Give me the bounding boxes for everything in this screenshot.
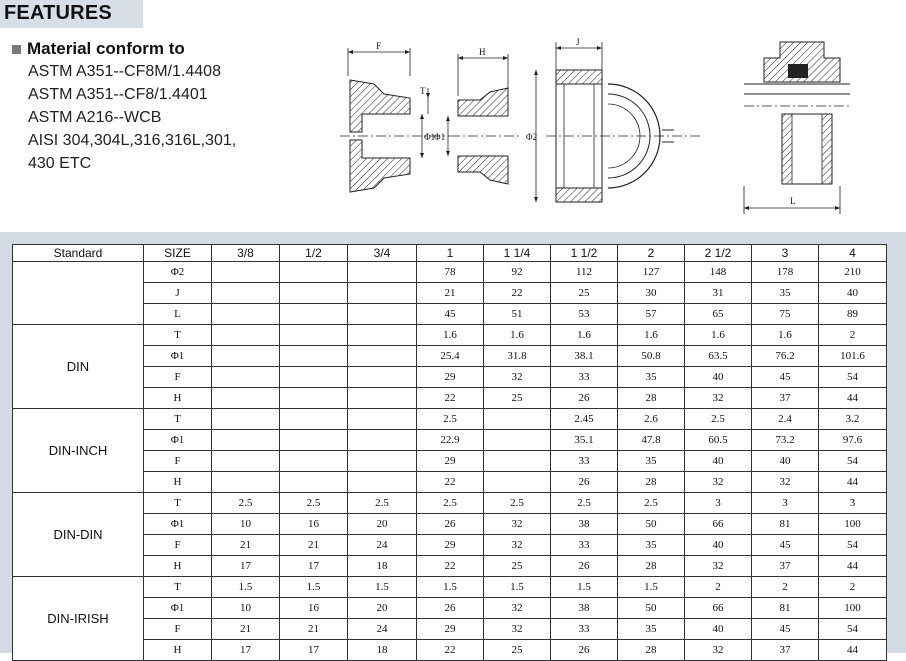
value-cell: 17	[212, 640, 280, 661]
value-cell: 1.6	[752, 325, 819, 346]
value-cell	[348, 472, 417, 493]
value-cell: 26	[551, 556, 618, 577]
value-cell: 45	[417, 304, 484, 325]
dimension-label-cell: H	[144, 388, 212, 409]
value-cell: 38	[551, 598, 618, 619]
value-cell: 25	[484, 556, 551, 577]
value-cell: 210	[819, 262, 887, 283]
value-cell: 26	[551, 388, 618, 409]
value-cell: 25	[484, 388, 551, 409]
value-cell: 10	[212, 598, 280, 619]
value-cell	[212, 430, 280, 451]
value-cell: 22.9	[417, 430, 484, 451]
value-cell: 178	[752, 262, 819, 283]
value-cell: 2.5	[551, 493, 618, 514]
value-cell: 57	[618, 304, 685, 325]
material-heading-row	[12, 38, 312, 60]
value-cell	[280, 409, 348, 430]
value-cell: 31	[685, 283, 752, 304]
table-row	[13, 283, 887, 304]
value-cell: 32	[685, 640, 752, 661]
value-cell	[280, 430, 348, 451]
table-row	[13, 388, 887, 409]
value-cell: 3.2	[819, 409, 887, 430]
value-cell: 32	[685, 388, 752, 409]
value-cell: 40	[685, 367, 752, 388]
value-cell: 40	[752, 451, 819, 472]
dimension-label-cell: H	[144, 640, 212, 661]
dimension-label-cell: F	[144, 451, 212, 472]
value-cell: 45	[752, 535, 819, 556]
value-cell	[280, 325, 348, 346]
value-cell: 18	[348, 556, 417, 577]
value-cell: 2.5	[417, 493, 484, 514]
value-cell: 26	[551, 640, 618, 661]
dim-label-phi1: Φ1	[424, 132, 436, 142]
value-cell: 29	[417, 619, 484, 640]
table-row	[13, 262, 887, 283]
value-cell: 31.8	[484, 346, 551, 367]
value-cell: 50	[618, 598, 685, 619]
value-cell	[212, 346, 280, 367]
value-cell: 21	[280, 535, 348, 556]
value-cell: 44	[819, 388, 887, 409]
value-cell: 63.5	[685, 346, 752, 367]
value-cell	[484, 451, 551, 472]
value-cell: 1.6	[551, 325, 618, 346]
value-cell	[348, 367, 417, 388]
value-cell	[484, 430, 551, 451]
table-row	[13, 346, 887, 367]
value-cell: 35	[618, 367, 685, 388]
value-cell	[348, 388, 417, 409]
standard-cell	[13, 262, 144, 325]
value-cell: 1.6	[417, 325, 484, 346]
value-cell: 33	[551, 367, 618, 388]
value-cell: 24	[348, 535, 417, 556]
dimension-label-cell: T	[144, 325, 212, 346]
dimension-label-cell: Φ2	[144, 262, 212, 283]
value-cell: 40	[685, 619, 752, 640]
table-row	[13, 430, 887, 451]
dimension-label-cell: L	[144, 304, 212, 325]
value-cell: 78	[417, 262, 484, 283]
value-cell: 81	[752, 598, 819, 619]
ferrule-drawing	[340, 41, 450, 192]
dimension-label-cell: T	[144, 493, 212, 514]
value-cell	[280, 367, 348, 388]
value-cell: 1.5	[417, 577, 484, 598]
value-cell	[348, 262, 417, 283]
value-cell	[212, 283, 280, 304]
header-size-value: 2 1/2	[685, 245, 752, 262]
value-cell: 38	[551, 514, 618, 535]
dim-label-h: H	[479, 47, 486, 57]
value-cell: 76.2	[752, 346, 819, 367]
value-cell: 22	[484, 283, 551, 304]
value-cell: 17	[280, 640, 348, 661]
value-cell: 21	[212, 535, 280, 556]
value-cell	[212, 367, 280, 388]
value-cell	[348, 325, 417, 346]
value-cell: 54	[819, 451, 887, 472]
value-cell	[280, 346, 348, 367]
value-cell: 38.1	[551, 346, 618, 367]
value-cell	[348, 346, 417, 367]
value-cell: 2.45	[551, 409, 618, 430]
value-cell: 32	[685, 472, 752, 493]
value-cell	[348, 451, 417, 472]
table-row	[13, 577, 887, 598]
value-cell: 81	[752, 514, 819, 535]
table-row	[13, 409, 887, 430]
value-cell: 1.5	[484, 577, 551, 598]
value-cell: 1.6	[618, 325, 685, 346]
value-cell: 2.5	[685, 409, 752, 430]
value-cell	[280, 304, 348, 325]
value-cell: 25	[484, 640, 551, 661]
dimension-label-cell: Φ1	[144, 430, 212, 451]
value-cell: 29	[417, 451, 484, 472]
value-cell	[280, 262, 348, 283]
dimension-label-cell: Φ1	[144, 346, 212, 367]
value-cell: 44	[819, 640, 887, 661]
value-cell: 2.4	[752, 409, 819, 430]
value-cell: 29	[417, 535, 484, 556]
table-row	[13, 304, 887, 325]
table-row	[13, 472, 887, 493]
value-cell: 33	[551, 535, 618, 556]
value-cell: 16	[280, 514, 348, 535]
value-cell: 26	[417, 598, 484, 619]
value-cell: 73.2	[752, 430, 819, 451]
value-cell: 2	[752, 577, 819, 598]
value-cell: 2.6	[618, 409, 685, 430]
value-cell: 10	[212, 514, 280, 535]
material-block	[12, 38, 312, 175]
value-cell: 3	[752, 493, 819, 514]
technical-drawings	[340, 36, 860, 216]
clamp-drawing	[526, 37, 702, 202]
standard-cell: DIN-INCH	[13, 409, 144, 493]
value-cell	[280, 472, 348, 493]
header-size: SIZE	[144, 245, 212, 262]
value-cell: 22	[417, 472, 484, 493]
value-cell: 51	[484, 304, 551, 325]
value-cell: 20	[348, 598, 417, 619]
value-cell: 2.5	[484, 493, 551, 514]
value-cell	[484, 409, 551, 430]
value-cell: 22	[417, 388, 484, 409]
value-cell	[348, 430, 417, 451]
value-cell: 20	[348, 514, 417, 535]
value-cell: 3	[685, 493, 752, 514]
value-cell	[484, 472, 551, 493]
features-title: FEATURES	[4, 2, 112, 24]
table-row	[13, 514, 887, 535]
header-size-value: 4	[819, 245, 887, 262]
value-cell	[348, 283, 417, 304]
value-cell	[212, 388, 280, 409]
table-row	[13, 535, 887, 556]
value-cell: 45	[752, 367, 819, 388]
value-cell: 47.8	[618, 430, 685, 451]
value-cell: 148	[685, 262, 752, 283]
dim-label-f: F	[376, 41, 382, 51]
square-bullet-icon	[12, 45, 21, 54]
value-cell: 2	[685, 577, 752, 598]
value-cell: 2	[819, 577, 887, 598]
material-line: ASTM A351--CF8/1.4401	[28, 86, 208, 103]
header-size-value: 1	[417, 245, 484, 262]
value-cell: 50.8	[618, 346, 685, 367]
value-cell: 66	[685, 514, 752, 535]
header-size-value: 2	[618, 245, 685, 262]
value-cell: 32	[484, 535, 551, 556]
value-cell: 32	[484, 619, 551, 640]
value-cell: 2	[819, 325, 887, 346]
value-cell: 75	[752, 304, 819, 325]
value-cell: 100	[819, 598, 887, 619]
value-cell: 28	[618, 556, 685, 577]
dim-label-t: T	[420, 86, 426, 96]
union-assembly-drawing	[744, 42, 850, 214]
value-cell: 21	[280, 619, 348, 640]
value-cell: 92	[484, 262, 551, 283]
value-cell: 1.5	[618, 577, 685, 598]
standard-cell: DIN-IRISH	[13, 577, 144, 661]
standard-cell: DIN-DIN	[13, 493, 144, 577]
value-cell: 37	[752, 640, 819, 661]
value-cell: 2.5	[618, 493, 685, 514]
value-cell: 60.5	[685, 430, 752, 451]
dimension-label-cell: H	[144, 556, 212, 577]
value-cell: 2.5	[212, 493, 280, 514]
value-cell: 45	[752, 619, 819, 640]
value-cell: 89	[819, 304, 887, 325]
value-cell: 35.1	[551, 430, 618, 451]
value-cell: 97.6	[819, 430, 887, 451]
spec-table-body	[13, 262, 887, 661]
value-cell: 35	[752, 283, 819, 304]
value-cell: 35	[618, 619, 685, 640]
value-cell: 2.5	[348, 493, 417, 514]
value-cell: 32	[752, 472, 819, 493]
value-cell: 1.5	[280, 577, 348, 598]
value-cell: 66	[685, 598, 752, 619]
dimension-label-cell: J	[144, 283, 212, 304]
dim-label-phi2: Φ2	[526, 132, 538, 142]
value-cell: 65	[685, 304, 752, 325]
table-row	[13, 619, 887, 640]
value-cell: 22	[417, 640, 484, 661]
dimension-label-cell: Φ1	[144, 514, 212, 535]
value-cell: 29	[417, 367, 484, 388]
value-cell: 40	[685, 535, 752, 556]
value-cell: 28	[618, 388, 685, 409]
dimension-label-cell: T	[144, 577, 212, 598]
value-cell: 54	[819, 367, 887, 388]
header-standard: Standard	[13, 245, 144, 262]
dimension-label-cell: F	[144, 619, 212, 640]
value-cell: 25	[551, 283, 618, 304]
table-row	[13, 556, 887, 577]
dim-label-phi1-2: Φ1	[434, 132, 446, 142]
value-cell: 35	[618, 451, 685, 472]
table-header-row	[13, 245, 887, 262]
value-cell	[212, 304, 280, 325]
value-cell: 101.6	[819, 346, 887, 367]
material-line: ASTM A216--WCB	[28, 109, 162, 126]
value-cell	[212, 262, 280, 283]
value-cell: 33	[551, 619, 618, 640]
weld-end-drawing	[434, 47, 520, 184]
value-cell: 32	[484, 367, 551, 388]
value-cell: 3	[819, 493, 887, 514]
material-heading: Material conform to	[27, 39, 185, 58]
header-size-value: 1 1/4	[484, 245, 551, 262]
table-row	[13, 493, 887, 514]
value-cell: 17	[280, 556, 348, 577]
value-cell: 21	[212, 619, 280, 640]
material-line: AISI 304,304L,316,316L,301,	[28, 132, 237, 149]
value-cell: 26	[551, 472, 618, 493]
value-cell	[212, 451, 280, 472]
value-cell: 18	[348, 640, 417, 661]
table-row	[13, 451, 887, 472]
value-cell	[212, 472, 280, 493]
table-row	[13, 640, 887, 661]
value-cell: 32	[484, 598, 551, 619]
dim-label-l: L	[790, 196, 796, 206]
table-row	[13, 367, 887, 388]
value-cell: 25.4	[417, 346, 484, 367]
value-cell: 100	[819, 514, 887, 535]
value-cell: 32	[484, 514, 551, 535]
value-cell: 40	[685, 451, 752, 472]
value-cell	[212, 325, 280, 346]
header-size-value: 1/2	[280, 245, 348, 262]
value-cell: 30	[618, 283, 685, 304]
value-cell: 24	[348, 619, 417, 640]
value-cell: 28	[618, 640, 685, 661]
header-size-value: 3/4	[348, 245, 417, 262]
standard-cell: DIN	[13, 325, 144, 409]
value-cell: 21	[417, 283, 484, 304]
dimension-label-cell: Φ1	[144, 598, 212, 619]
value-cell: 54	[819, 619, 887, 640]
value-cell: 127	[618, 262, 685, 283]
value-cell: 33	[551, 451, 618, 472]
value-cell: 2.5	[417, 409, 484, 430]
value-cell	[212, 409, 280, 430]
value-cell: 26	[417, 514, 484, 535]
value-cell: 54	[819, 535, 887, 556]
value-cell: 1.5	[212, 577, 280, 598]
value-cell: 32	[685, 556, 752, 577]
value-cell: 40	[819, 283, 887, 304]
material-line: ASTM A351--CF8M/1.4408	[28, 63, 221, 80]
value-cell: 1.5	[348, 577, 417, 598]
value-cell: 50	[618, 514, 685, 535]
value-cell: 44	[819, 472, 887, 493]
value-cell	[280, 451, 348, 472]
value-cell: 37	[752, 556, 819, 577]
value-cell: 28	[618, 472, 685, 493]
value-cell: 35	[618, 535, 685, 556]
value-cell: 44	[819, 556, 887, 577]
value-cell: 2.5	[280, 493, 348, 514]
dim-label-j: J	[576, 37, 580, 47]
table-row	[13, 598, 887, 619]
value-cell: 16	[280, 598, 348, 619]
dimension-label-cell: T	[144, 409, 212, 430]
dimension-label-cell: F	[144, 535, 212, 556]
dimension-label-cell: F	[144, 367, 212, 388]
value-cell: 112	[551, 262, 618, 283]
value-cell	[280, 388, 348, 409]
value-cell: 1.6	[685, 325, 752, 346]
value-cell: 1.6	[484, 325, 551, 346]
value-cell	[280, 283, 348, 304]
value-cell: 37	[752, 388, 819, 409]
value-cell: 1.5	[551, 577, 618, 598]
value-cell	[348, 304, 417, 325]
table-row	[13, 325, 887, 346]
header-size-value: 1 1/2	[551, 245, 618, 262]
material-line: 430 ETC	[28, 155, 92, 172]
header-size-value: 3	[752, 245, 819, 262]
value-cell	[348, 409, 417, 430]
dimension-label-cell: H	[144, 472, 212, 493]
spec-table	[12, 244, 887, 661]
value-cell: 53	[551, 304, 618, 325]
value-cell: 22	[417, 556, 484, 577]
header-size-value: 3/8	[212, 245, 280, 262]
value-cell: 17	[212, 556, 280, 577]
